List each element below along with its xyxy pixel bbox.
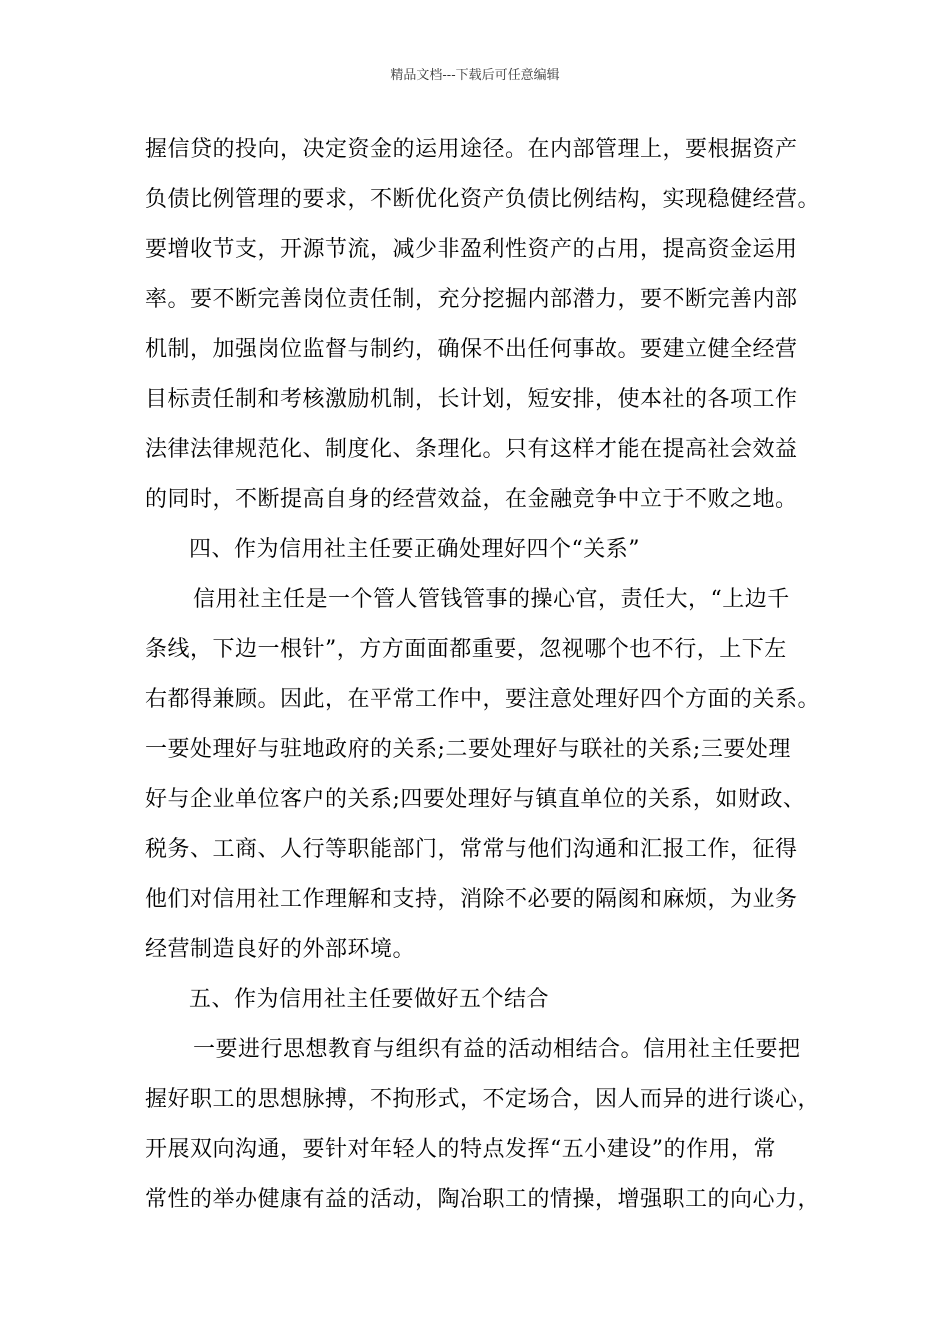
text-line: 经营制造良好的外部环境。 [145,937,416,962]
paragraph-start: 信用社主任是一个管人管钱管事的操心官，责任大，“上边千 [193,587,790,612]
text-line: 机制，加强岗位监督与制约，确保不出任何事故。要建立健全经营 [145,337,798,362]
text-line: 税务、工商、人行等职能部门，常常与他们沟通和汇报工作，征得 [145,837,798,862]
section-heading-4: 四、作为信用社主任要正确处理好四个“关系” [189,537,640,562]
text-line: 一要处理好与驻地政府的关系;二要处理好与联社的关系;三要处理 [145,737,791,762]
text-line: 负债比例管理的要求，不断优化资产负债比例结构，实现稳健经营。 [145,187,821,212]
text-line: 握信贷的投向，决定资金的运用途径。在内部管理上，要根据资产 [145,137,798,162]
text-line: 好与企业单位客户的关系;四要处理好与镇直单位的关系，如财政、 [145,787,806,812]
text-line: 条线，下边一根针”，方方面面都重要，忽视哪个也不行，上下左 [145,637,787,662]
paragraph-start: 一要进行思想教育与组织有益的活动相结合。信用社主任要把 [193,1037,801,1062]
text-line: 开展双向沟通，要针对年轻人的特点发挥“五小建设”的作用，常 [145,1137,776,1162]
text-line: 率。要不断完善岗位责任制，充分挖掘内部潜力，要不断完善内部 [145,287,798,312]
page-header: 精品文档---下载后可任意编辑 [390,68,560,83]
text-line: 常性的举办健康有益的活动，陶冶职工的情操，增强职工的向心力， [145,1187,821,1212]
text-line: 右都得兼顾。因此，在平常工作中，要注意处理好四个方面的关系。 [145,687,821,712]
text-line: 握好职工的思想脉搏，不拘形式，不定场合，因人而异的进行谈心， [145,1087,821,1112]
text-line: 法律法律规范化、制度化、条理化。只有这样才能在提高社会效益 [145,437,798,462]
text-line: 的同时，不断提高自身的经营效益，在金融竞争中立于不败之地。 [145,487,798,512]
document-body [145,125,825,1225]
section-heading-5: 五、作为信用社主任要做好五个结合 [189,987,550,1012]
text-line: 目标责任制和考核激励机制，长计划，短安排，使本社的各项工作 [145,387,798,412]
text-line: 要增收节支，开源节流，减少非盈利性资产的占用，提高资金运用 [145,237,798,262]
text-line: 他们对信用社工作理解和支持，消除不必要的隔阂和麻烦，为业务 [145,887,798,912]
